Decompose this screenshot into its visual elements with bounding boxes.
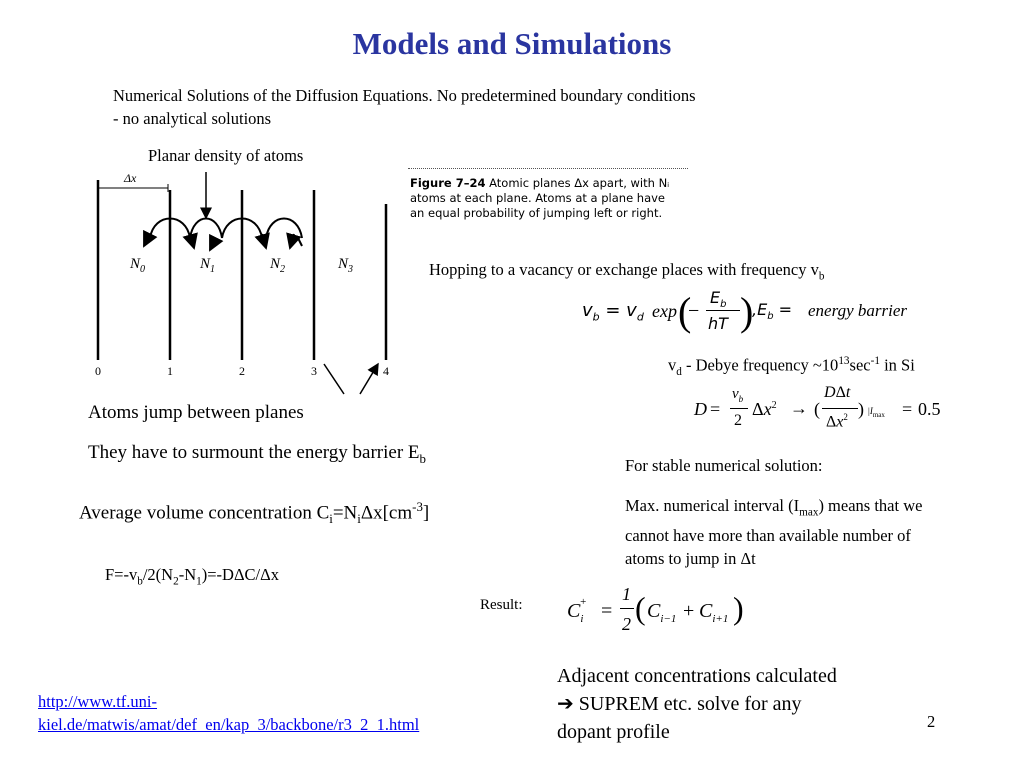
result-equation: $C_i^+$ = 1 2 ( $C_{i-1}$ + $C_{i+1}$ ) bbox=[567, 584, 744, 634]
frequency-equation: $v_b = v_d$ exp ( − $E_b$ hT ) $,E_b$ = energy barrier bbox=[582, 288, 907, 334]
figure-caption-text: Atomic planes Δx apart, with Nᵢ atoms at each plane. Atoms at a plane have an equal probability of jumping left or right. bbox=[410, 176, 670, 220]
jump-arc-1-right bbox=[190, 219, 222, 239]
plane-label-0: 0 bbox=[95, 364, 101, 378]
figure-caption bbox=[410, 176, 682, 221]
intro-line-1: Numerical Solutions of the Diffusion Equations. No predetermined boundary conditions bbox=[113, 86, 696, 105]
reference-link-line-1[interactable]: http://www.tf.uni- bbox=[38, 692, 158, 711]
figure-caption-number: Figure 7–24 bbox=[410, 176, 486, 190]
surmount-text: They have to surmount the energy barrier $E_b$ bbox=[88, 442, 426, 466]
average-concentration-text: Average volume concentration $C_i=N_i\Delta x[cm^{-3}]$ bbox=[79, 499, 430, 527]
reference-link[interactable] bbox=[38, 690, 518, 736]
stable-solution-text: For stable numerical solution: bbox=[625, 456, 823, 475]
atom-label-n2: $N_2$ bbox=[270, 256, 286, 275]
delta-x-label: Δx bbox=[124, 171, 137, 185]
atom-label-n1: $N_1$ bbox=[200, 256, 216, 275]
intro-line-2: - no analytical solutions bbox=[113, 109, 272, 128]
planar-density-label: Planar density of atoms bbox=[148, 146, 304, 165]
plane-label-3: 3 bbox=[311, 364, 317, 378]
plane-label-4: 4 bbox=[383, 364, 389, 378]
plane-label-2: 2 bbox=[239, 364, 245, 378]
stability-value: 0.5 bbox=[918, 399, 941, 419]
atoms-jump-text: Atoms jump between planes bbox=[88, 402, 304, 423]
slide-title: Models and Simulations bbox=[352, 26, 672, 61]
reference-link-line-2[interactable]: kiel.de/matwis/amat/def_en/kap_3/backbone/r3_2_1.html bbox=[38, 715, 420, 734]
flux-equation-text: $F=-v_b/2(N_2-N_1)=-D\Delta C/\Delta x$ bbox=[105, 565, 280, 588]
figure-rule bbox=[408, 168, 688, 169]
atom-label-n0: $N_0$ bbox=[130, 256, 146, 275]
page-number: 2 bbox=[927, 712, 936, 731]
diffusivity-equation: D = $v_b$ 2 $\Delta x^2$ → ( DΔt $\Delta x^2$ ) $|I_{max}$ = 0.5 bbox=[694, 384, 941, 431]
result-label: Result: bbox=[480, 597, 523, 613]
pointer-plane-4 bbox=[360, 364, 378, 394]
plane-label-1: 1 bbox=[167, 364, 173, 378]
debye-text: $v_d$ - Debye frequency $\sim 10^{13}\sec^{-1}$ in Si bbox=[668, 355, 915, 378]
energy-barrier-text: energy barrier bbox=[808, 301, 907, 320]
jump-arc-3 bbox=[266, 219, 302, 239]
hopping-text: Hopping to a vacancy or exchange places with frequency $v_b$ bbox=[429, 260, 825, 283]
pointer-plane-3 bbox=[324, 364, 344, 394]
atomic-planes-diagram bbox=[88, 160, 408, 400]
atom-label-n3: $N_3$ bbox=[338, 256, 354, 275]
right-arrow-icon: ➔ bbox=[557, 693, 574, 715]
adjacent-concentrations-text: Adjacent concentrations calculated ➔ SUPREM etc. solve for any dopant profile bbox=[557, 665, 837, 743]
max-interval-text: Max. numerical interval $(I_{max})$ means that we cannot have more than available number of atoms to jump in Δt bbox=[625, 496, 923, 569]
